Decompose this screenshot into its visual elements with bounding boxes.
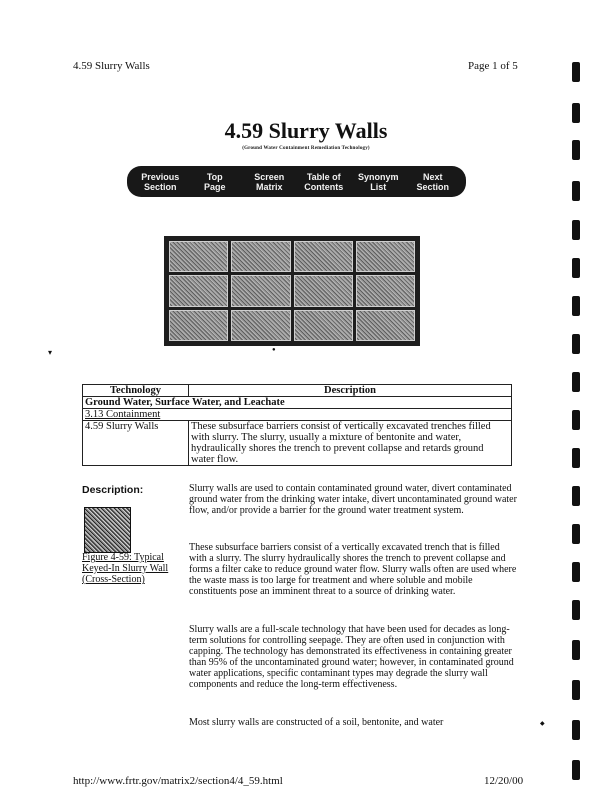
matrix-cell[interactable] xyxy=(169,310,228,341)
scan-edge-mark xyxy=(572,760,580,780)
scan-edge-mark xyxy=(572,524,580,544)
scan-edge-mark xyxy=(572,296,580,316)
description-paragraph: Most slurry walls are constructed of a soil, bentonite, and water xyxy=(189,717,444,728)
matrix-cell[interactable] xyxy=(169,241,228,272)
category-row: Ground Water, Surface Water, and Leachate xyxy=(83,397,512,409)
scan-edge-mark xyxy=(572,640,580,660)
scan-edge-mark xyxy=(572,220,580,240)
scan-artifact-mark: ▾ xyxy=(48,348,53,357)
matrix-cell[interactable] xyxy=(294,241,353,272)
matrix-cell[interactable] xyxy=(356,310,415,341)
matrix-cell[interactable] xyxy=(294,275,353,306)
scan-edge-mark xyxy=(572,680,580,700)
description-paragraph: These subsurface barriers consist of a vertically excavated trench that is filled with a slurry. The slurry hydraulically shores the trench to prevent collapse and forms a filter cake to reduce ground water flow. Slurry walls often are used where the waste mass is too large for treatment and where soluble and mobile constituents pose an imminent threat to a source of drinking water. xyxy=(189,542,517,597)
scan-edge-mark xyxy=(572,258,580,278)
scan-edge-mark xyxy=(572,486,580,506)
scan-edge-mark xyxy=(572,600,580,620)
description-label: Description: xyxy=(82,484,144,496)
technology-table xyxy=(82,384,512,466)
matrix-cell[interactable] xyxy=(231,310,290,341)
scan-edge-mark xyxy=(572,103,580,123)
scan-edge-mark xyxy=(572,62,580,82)
col-description-header: Description xyxy=(189,385,512,397)
scan-edge-mark xyxy=(572,334,580,354)
scan-edge-mark xyxy=(572,372,580,392)
figure-caption-link[interactable]: Figure 4-59: Typical Keyed-In Slurry Wall (Cross-Section) xyxy=(82,552,169,585)
scan-edge-mark xyxy=(572,181,580,201)
technology-description-cell: These subsurface barriers consist of vertically excavated trenches filled with slurry. The slurry, usually a mixture of bentonite and water, hydraulically shores the trench to prevent collapse and retards ground water flow. xyxy=(189,421,512,466)
matrix-cell[interactable] xyxy=(294,310,353,341)
header-title: 4.59 Slurry Walls xyxy=(73,60,150,72)
footer-date: 12/20/00 xyxy=(484,775,524,787)
page-subtitle: (Ground Water Containment Remediation Technology) xyxy=(242,146,370,151)
scan-artifact-bullet: ◆ xyxy=(540,721,545,727)
previous-section-button[interactable]: Previous Section xyxy=(141,171,180,192)
synonym-list-button[interactable]: Synonym List xyxy=(357,171,399,192)
scan-edge-mark xyxy=(572,410,580,430)
technology-name-cell: 4.59 Slurry Walls xyxy=(83,421,189,466)
figure-thumbnail[interactable] xyxy=(84,507,131,553)
top-page-button[interactable]: Top Page xyxy=(203,171,226,192)
description-paragraph: Slurry walls are a full-scale technology that have been used for decades as long-term solutions for controlling seepage. They are often used in conjunction with capping. The technology has demonstrated its effectiveness in containing greater than 95% of the uncontaminated ground water; however, in contaminated ground water applications, specific contaminant types may degrade the slurry wall components and reduce the long-term effectiveness. xyxy=(189,624,514,690)
page-title: 4.59 Slurry Walls xyxy=(224,118,388,143)
matrix-cell[interactable] xyxy=(356,241,415,272)
scan-edge-mark xyxy=(572,720,580,740)
footer-url: http://www.frtr.gov/matrix2/section4/4_59.html xyxy=(73,775,283,787)
col-technology-header: Technology xyxy=(83,385,189,397)
image-map-matrix xyxy=(164,236,420,346)
table-of-contents-button[interactable]: Table of Contents xyxy=(304,171,344,192)
next-section-button[interactable]: Next Section xyxy=(416,171,449,192)
scan-edge-mark xyxy=(572,562,580,582)
scan-edge-mark xyxy=(572,140,580,160)
description-paragraph: Slurry walls are used to contain contaminated ground water, divert contaminated ground water from the drinking water intake, divert uncontaminated ground water flow, and/or provide a barrier for the ground water treatment system. xyxy=(189,483,517,516)
header-page-number: Page 1 of 5 xyxy=(468,60,518,72)
matrix-cell[interactable] xyxy=(231,275,290,306)
matrix-cell[interactable] xyxy=(169,275,228,306)
subcategory-row[interactable]: 3.13 Containment xyxy=(83,409,512,421)
screen-matrix-button[interactable]: Screen Matrix xyxy=(254,171,285,192)
scan-edge-mark xyxy=(572,448,580,468)
matrix-cell[interactable] xyxy=(231,241,290,272)
scan-artifact-dot: ● xyxy=(272,347,276,353)
matrix-cell[interactable] xyxy=(356,275,415,306)
nav-bar xyxy=(127,166,466,197)
